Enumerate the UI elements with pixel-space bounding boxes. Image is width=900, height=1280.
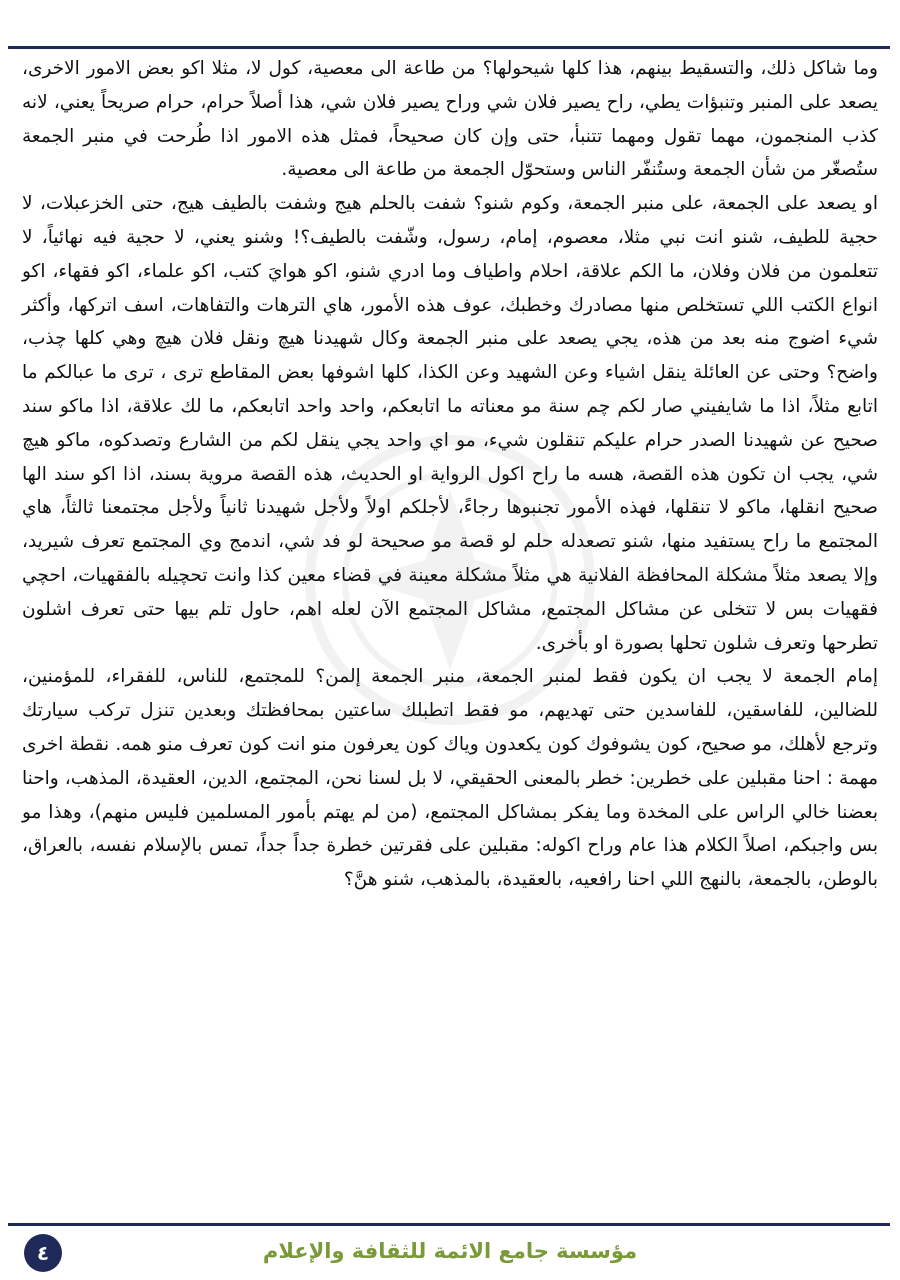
top-rule	[8, 46, 890, 49]
footer-publisher-title: مؤسسة جامع الائمة للثقافة والإعلام	[262, 1239, 638, 1263]
paragraph-1: وما شاكل ذلك، والتسقيط بينهم، هذا كلها شيحولها؟ من طاعة الى معصية، كول لا، مثلا اكو بعض الامور الاخرى، يصعد على المنبر وتنبؤات يطي، راح يصير فلان شي وراح يصير فلان شي، هذا أصلاً حرام، حرام صريحاً يعني، لانه كذب المنجمون، مهما تقول ومهما تتنبأ، حتى وإن كان صحيحاً، فمثل هذه الامور اذا طُرحت في منبر الجمعة ستُصغّر من شأن الجمعة وستُنفّر الناس وستحوّل الجمعة من طاعة الى معصية.	[22, 58, 878, 181]
page-footer	[0, 1228, 900, 1280]
paragraph-2: او يصعد على الجمعة، على منبر الجمعة، وكوم شنو؟ شفت بالحلم هيج وشفت بالطيف هيج، حتى الخزعبلات، لا حجية للطيف، شنو انت نبي مثلا، معصوم، إمام، رسول، وشّفت بالطيف؟! وشنو يعني، لا حجية فيه نهائياً، لا تتعلمون من فلان وفلان، ما الكم علاقة، احلام واطياف وما ادري شنو، اكو هوايَ كتب، اكو علماء، اكو فقهاء، اكو انواع الكتب اللي تستخلص منها مصادرك وخطبك، عوف هذه الأمور، هاي الترهات والتفاهات، اسف اتركها، وأكثر شيء اضوج منه بعد من هذه، يجي يصعد على منبر الجمعة وكال شهيدنا هيچ ونقل فلان هيچ وهي كلها چذب، واضح؟ وحتى عن العائلة ينقل اشياء وعن الشهيد وعن الكذا، كلها اشوفها بعض المقاطع ترى ، ترى ما عبالكم ما اتابع مثلاً، اذا ما شايفيني صار لكم چم سنة مو معناته ما اتابعكم، واحد واحد اتابعكم، ما لك علاقة، اذا ماكو سند صحيح عن شهيدنا الصدر حرام عليكم تنقلون شيء، مو اي واحد يجي ينقل لكم من الشارع وتصدكوه، ماكو هيچ شي، يجب ان تكون هذه القصة، هسه ما راح اكول الرواية او الحديث، هذه القصة مروية بسند، اذا اكو سند الها صحيح انقلها، ماكو لا تنقلها، فهذه الأمور تجنبوها رجاءً، لأجلكم اولاً ولأجل شهيدنا ثانياً ولأجل مجتمعنا ثالثاً، هاي المجتمع ما راح يستفيد منها، شنو تصعدله حلم لو قصة مو صحيحة لو فد شي، اندمج وي المجتمع تعرف شيريد، وإلا يصعد مثلاً مشكلة المحافظة الفلانية هي مثلاً مشكلة معينة في قضاء معين كذا وانت تحچيله بالفقهيات، احچي فقهيات بس لا تتخلى عن مشاكل المجتمع، مشاكل المجتمع الآن لعله اهم، حاول تلم بيها حتى تعرف اشلون تطرحها وتعرف شلون تحلها بصورة او بأخرى.	[22, 193, 878, 654]
page-number-badge: ٤	[24, 1234, 62, 1272]
article-body	[22, 52, 878, 897]
paragraph-3: إمام الجمعة لا يجب ان يكون فقط لمنبر الجمعة، منبر الجمعة إلمن؟ للمجتمع، للناس، للفقراء، للمؤمنين، للضالين، للفاسقين، للفاسدين حتى تهديهم، مو فقط اتطبلك ساعتين بمحافظتك وبعدين تنزل تركب سيارتك وترجع لأهلك، مو صحيح، كون يشوفوك كون يكعدون وياك كون يعرفون منو انت كون تعرف منو همه. نقطة اخرى مهمة : احنا مقبلين على خطرين: خطر بالمعنى الحقيقي، لا بل لسنا نحن، المجتمع، الدين، العقيدة، المذهب، واحنا بعضنا خالي الراس على المخدة وما يفكر بمشاكل المجتمع، (من لم يهتم بأمور المسلمين فليس منهم)، وهذا مو بس واجبكم، اصلاً الكلام هذا عام وراح اكوله: مقبلين على فقرتين خطرة جداً جداً، تمس بالإسلام نفسه، بالعراق، بالوطن، بالجمعة، بالنهج اللي احنا رافعيه، بالعقيدة، بالمذهب، شنو هنَّ؟	[22, 666, 878, 891]
bottom-rule	[8, 1223, 890, 1226]
